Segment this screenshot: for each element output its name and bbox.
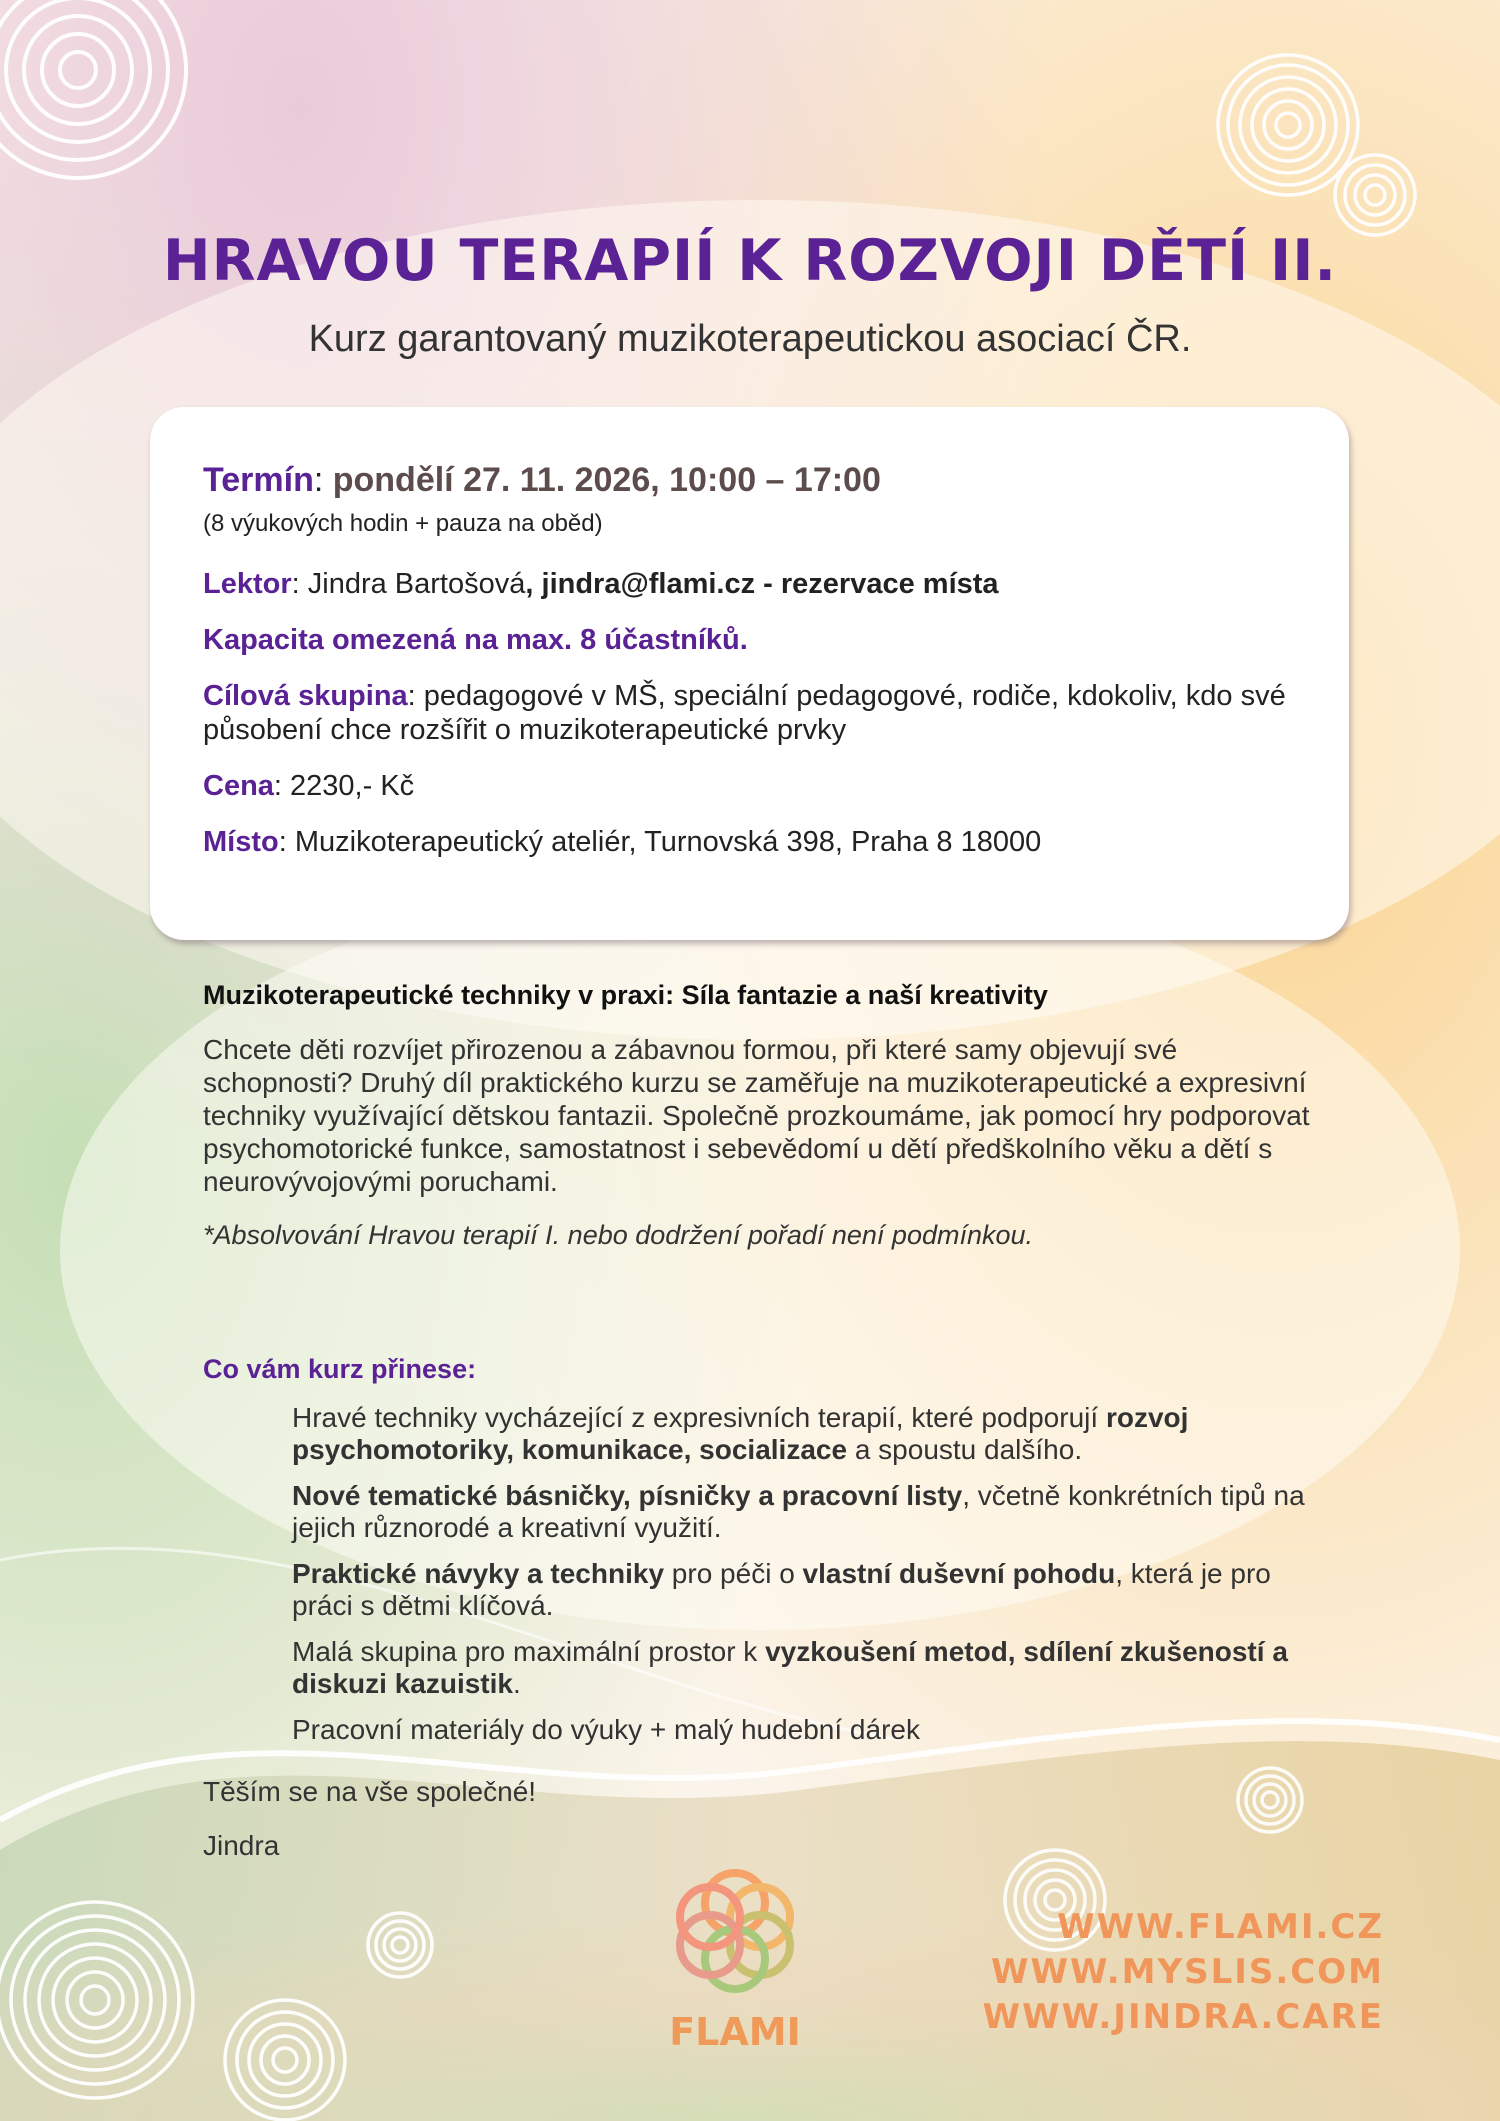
place-row: Místo: Muzikoterapeutický ateliér, Turnovská 398, Praha 8 18000 [203,826,1042,858]
description-note: *Absolvování Hravou terapií I. nebo dodržení pořadí není podmínkou. [203,1220,1034,1250]
logo-text: FLAMI [669,2010,801,2054]
closing-signature: Jindra [203,1830,280,1861]
benefit-highlight: Praktické návyky a techniky [292,1558,665,1589]
benefit-text: a spoustu dalšího. [847,1434,1083,1465]
capacity-text: Kapacita omezená na max. 8 účastníků. [203,624,748,656]
lektor-name: Jindra Bartošová [307,568,526,600]
benefit-text: . [512,1668,521,1699]
benefit-text: , která je pro práci s dětmi klíčová. [292,1558,1271,1621]
price-row: Cena: 2230,- Kč [203,770,415,802]
description-heading: Muzikoterapeutické techniky v praxi: Síla fantazie a naší kreativity [203,980,1048,1010]
termin-label: Termín [203,461,314,499]
footer-links [983,1905,1384,2040]
page-title: HRAVOU TERAPIÍ K ROZVOJI DĚTÍ II. [162,228,1338,294]
page-subtitle: Kurz garantovaný muzikoterapeutickou asociací ČR. [308,318,1192,360]
course-info-card [150,407,1349,940]
benefit-text: Malá skupina pro maximální prostor k [292,1636,766,1667]
benefits-heading: Co vám kurz přinese: [203,1354,477,1384]
benefit-item [292,1558,1312,1622]
price-value: 2230,- Kč [290,770,415,802]
benefit-item: Pracovní materiály do výuky + malý hudební dárek [292,1714,920,1745]
target-group-label: Cílová skupina [203,680,408,712]
benefit-highlight: vlastní duševní pohodu [802,1558,1116,1589]
benefit-text: , včetně konkrétních tipů na jejich různorodé a kreativní využití. [292,1480,1305,1543]
benefit-text: Hravé techniky vycházející z expresivních terapií, které podporují [292,1402,1106,1433]
lektor-label: Lektor [203,568,292,600]
place-label: Místo [203,826,279,858]
benefit-text: pro péči o [664,1558,803,1589]
benefit-highlight: vyzkoušení metod, sdílení zkušeností a diskuzi kazuistik [292,1636,1288,1699]
benefits-list [292,1402,1312,1760]
link-jindra[interactable]: WWW.JINDRA.CARE [982,1997,1384,2037]
place-value: Muzikoterapeutický ateliér, Turnovská 398, Praha 8 18000 [294,826,1042,858]
closing-greeting: Těším se na vše společné! [203,1776,537,1807]
benefit-item [292,1636,1312,1700]
termin-row: Termín: pondělí 27. 11. 2026, 10:00 – 17:00 [203,461,881,499]
description-paragraph: Chcete děti rozvíjet přirozenou a zábavnou formou, při které samy objevují své schopnosti? Druhý díl praktického kurzu se zaměřuje na muzikoterapeutické a expresivní techniky využívající dětskou fantazii. Společně prozkoumáme, jak pomocí hry podporovat psychomotorické funkce, samostatnost i sebevědomí u dětí předškolního věku a dětí s neurovývojovými poruchami. [203,1034,1310,1197]
benefit-item [292,1480,1312,1544]
benefit-highlight: rozvoj psychomotoriky, komunikace, socializace [292,1402,1189,1465]
lektor-row: Lektor: Jindra Bartošová, jindra@flami.cz - rezervace místa [203,568,999,600]
benefit-item [292,1402,1312,1466]
termin-note: (8 výukových hodin + pauza na oběd) [203,510,603,537]
benefit-highlight: Nové tematické básničky, písničky a pracovní listy [292,1480,963,1511]
lektor-contact: jindra@flami.cz - rezervace místa [541,568,999,600]
termin-value: pondělí 27. 11. 2026, 10:00 – 17:00 [332,461,881,499]
target-group-row: Cílová skupina: pedagogové v MŠ, speciální pedagogové, rodiče, kdokoliv, kdo své působení chce rozšířit o muzikoterapeutické prvky [203,680,1286,746]
price-label: Cena [203,770,274,802]
link-flami[interactable]: WWW.FLAMI.CZ [1057,1907,1384,1947]
link-myslis[interactable]: WWW.MYSLIS.COM [990,1952,1384,1992]
description-section [203,980,1313,1251]
target-group-value: pedagogové v MŠ, speciální pedagogové, rodiče, kdokoliv, kdo své působení chce rozšířit o muzikoterapeutické prvky [203,680,1286,746]
